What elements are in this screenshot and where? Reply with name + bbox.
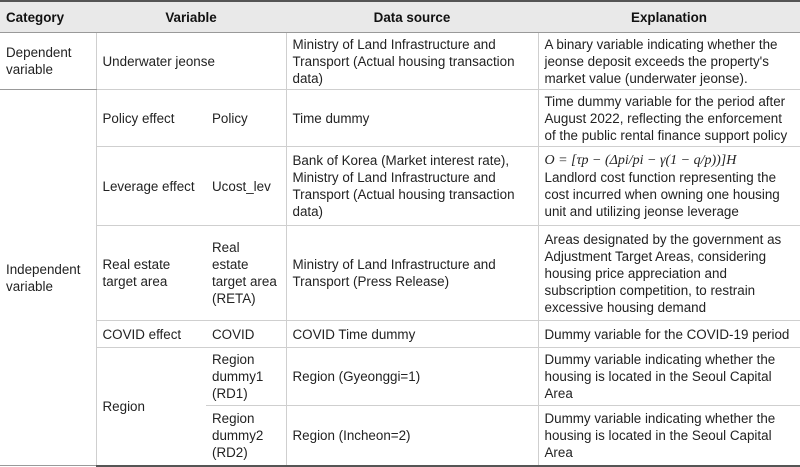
explanation-leverage-cell <box>538 147 800 226</box>
landlord-cost-formula: O = [τp − (Δpi/pi − γ(1 − q/p))]H <box>544 153 737 168</box>
explanation-rd1: Dummy variable indicating whether the housing is located in the Seoul Capital Area <box>538 348 800 406</box>
explanation-underwater-jeonse: A binary variable indicating whether the jeonse deposit exceeds the property's market value (underwater jeonse). <box>538 33 800 90</box>
category-independent: Independent variable <box>0 90 96 466</box>
variable-policy: Policy <box>206 90 286 147</box>
explanation-covid: Dummy variable for the COVID-19 period <box>538 321 800 348</box>
table-row-policy <box>0 90 800 147</box>
header-row <box>0 1 800 33</box>
group-leverage-effect: Leverage effect <box>96 147 206 226</box>
table-row-covid <box>0 321 800 348</box>
variable-covid: COVID <box>206 321 286 348</box>
variable-ucost-lev: Ucost_lev <box>206 147 286 226</box>
source-rd2: Region (Incheon=2) <box>286 406 538 466</box>
group-policy-effect: Policy effect <box>96 90 206 147</box>
table-row-leverage <box>0 147 800 226</box>
header-explanation: Explanation <box>538 1 800 33</box>
table-row-reta <box>0 226 800 321</box>
source-leverage: Bank of Korea (Market interest rate), Ministry of Land Infrastructure and Transport (Actual housing transaction data) <box>286 147 538 226</box>
variable-rd2: Region dummy2 (RD2) <box>206 406 286 466</box>
source-covid: COVID Time dummy <box>286 321 538 348</box>
variable-underwater-jeonse: Underwater jeonse <box>96 33 286 90</box>
source-underwater-jeonse: Ministry of Land Infrastructure and Transport (Actual housing transaction data) <box>286 33 538 90</box>
variable-rd1: Region dummy1 (RD1) <box>206 348 286 406</box>
group-region: Region <box>96 348 206 466</box>
table-row-rd1 <box>0 348 800 406</box>
table-row-dependent <box>0 33 800 90</box>
explanation-policy: Time dummy variable for the period after August 2022, reflecting the enforcement of the public rental finance support policy <box>538 90 800 147</box>
explanation-rd2: Dummy variable indicating whether the housing is located in the Seoul Capital Area <box>538 406 800 466</box>
group-covid-effect: COVID effect <box>96 321 206 348</box>
header-category: Category <box>0 1 96 33</box>
group-real-estate-target-area: Real estate target area <box>96 226 206 321</box>
explanation-reta: Areas designated by the government as Adjustment Target Areas, considering housing price appreciation and subscription competition, to restrain excessive housing demand <box>538 226 800 321</box>
header-data-source: Data source <box>286 1 538 33</box>
explanation-leverage: Landlord cost function representing the cost incurred when owning one housing unit and utilizing jeonse leverage <box>544 170 780 219</box>
variable-reta: Real estate target area (RETA) <box>206 226 286 321</box>
source-policy: Time dummy <box>286 90 538 147</box>
header-variable: Variable <box>96 1 286 33</box>
source-rd1: Region (Gyeonggi=1) <box>286 348 538 406</box>
category-dependent: Dependent variable <box>0 33 96 90</box>
source-reta: Ministry of Land Infrastructure and Transport (Press Release) <box>286 226 538 321</box>
